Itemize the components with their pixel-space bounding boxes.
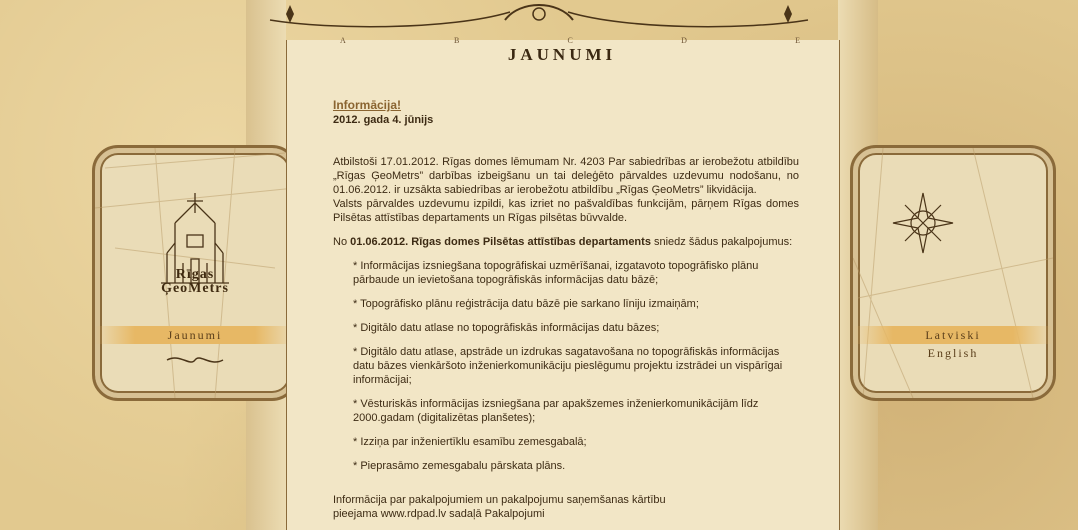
page-title: JAUNUMI	[507, 45, 617, 64]
article-paragraph-3	[333, 235, 799, 249]
article-title-link[interactable]: Informācija!	[333, 98, 402, 112]
service-item: * Informācijas izsniegšana topogrāfiskai uzmērīšanai, izgatavoto topogrāfisko plānu pārbaude un ievietošana topogrāfiskās informācijas datu bāzē;	[353, 260, 759, 286]
service-item: * Pieprasāmo zemesgabalu pārskata plāns.	[353, 460, 566, 472]
para3-bold: 01.06.2012. Rīgas domes Pilsētas attīstības departaments	[350, 236, 651, 248]
article-paragraph-1: Atbilstoši 17.01.2012. Rīgas domes lēmumam Nr. 4203 Par sabiedrības ar ierobežotu atbildību „Rīgas ĢeoMetrs” darbības izbeigšanu un tai deleģēto pārvaldes uzdevumu nodošanu, no 01.06.2012. ir uzsākta sabiedrības ar ierobežotu atbildību „Rīgas ĢeoMetrs” likvidācija.	[333, 156, 799, 196]
logo-title-line2: ĢeoMetrs	[161, 281, 229, 296]
service-item: * Digitālo datu atlase, apstrāde un izdrukas sagatavošana no topogrāfiskās informācijas datu bāzes vienkāršoto inženierkomunikāciju pieslēgumu projektu izstrādei un vispārīgai informācijai;	[353, 346, 783, 386]
article-paragraph-2: Valsts pārvaldes uzdevumu izpildi, kas izriet no pašvaldības funkcijām, pārņem Rīgas domes Pilsētas attīstības departaments un Rīgas pilsētas būvvalde.	[333, 198, 799, 224]
flourish-ornament-icon	[165, 353, 225, 367]
news-article	[333, 98, 799, 521]
ruler-letter: B	[453, 36, 460, 45]
para3-suffix: sniedz šādus pakalpojumus:	[650, 236, 793, 248]
language-english[interactable]: English	[927, 346, 979, 360]
article-footer-line1: Informācija par pakalpojumiem un pakalpojumu saņemšanas kārtību	[333, 494, 666, 506]
ruler-letter: C	[567, 36, 573, 45]
service-item: * Vēsturiskās informācijas izsniegšana par apakšzemes inženierkomunikācijām līdz 2000.gadam (digitalizētas planšetes);	[353, 398, 759, 424]
ruler-letter: E	[795, 36, 800, 45]
left-side-panel	[92, 145, 298, 401]
article-date: 2012. gada 4. jūnijs	[333, 114, 434, 126]
compass-rose-icon	[893, 193, 953, 253]
para3-prefix: No	[333, 236, 351, 248]
language-latviski[interactable]: Latviski	[853, 326, 1053, 344]
service-item: * Digitālo datu atlase no topogrāfiskās informācijas datu bāzes;	[353, 322, 660, 334]
service-item: * Izziņa par inženiertīklu esamību zemesgabalā;	[353, 436, 587, 448]
service-item: * Topogrāfisko plānu reģistrācija datu bāzē pie sarkano līniju izmaiņām;	[353, 298, 699, 310]
ruler-letters	[340, 36, 800, 45]
right-side-panel	[850, 145, 1056, 401]
menu-item-jaunumi[interactable]: Jaunumi	[95, 326, 295, 344]
ruler-letter: A	[340, 36, 346, 45]
logo-title-line1: Rīgas	[175, 267, 215, 282]
article-footer-line2: pieejama www.rdpad.lv sadaļā Pakalpojumi	[333, 508, 545, 520]
services-list	[333, 259, 799, 473]
ruler-letter: D	[681, 36, 687, 45]
